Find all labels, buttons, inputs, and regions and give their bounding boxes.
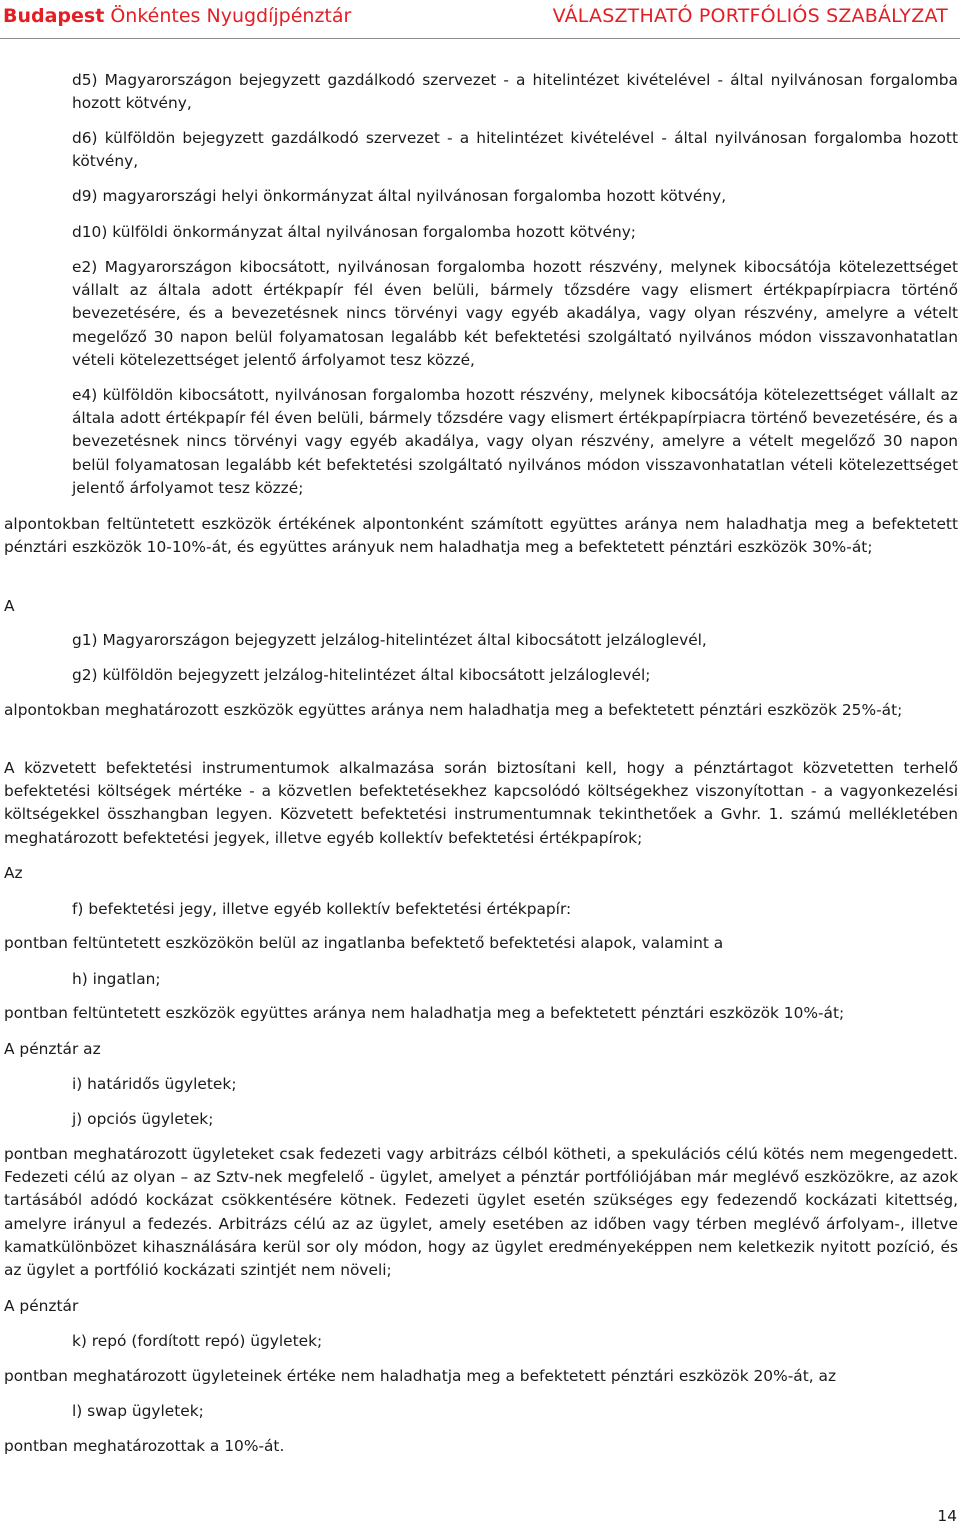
paragraph-real-estate-funds: pontban feltüntetett eszközökön belül az ingatlanba befektető befektetési alapok, valamint a: [4, 934, 724, 952]
paragraph-intro-k: A pénztár: [4, 1297, 79, 1315]
paragraph-limit-l: pontban meghatározottak a 10%-át.: [4, 1437, 285, 1455]
item-d6: d6) külföldön bejegyzett gazdálkodó szervezet - a hitelintézet kivételével - által nyilvánosan forgalomba hozott kötvény,: [72, 129, 958, 171]
document-title: VÁLASZTHATÓ PORTFÓLIÓS SZABÁLYZAT: [552, 5, 948, 27]
paragraph-limit-k: pontban meghatározott ügyleteinek értéke nem haladhatja meg a befektetett pénztári eszközök 20%-át, az: [4, 1367, 837, 1385]
item-k: k) repó (fordított repó) ügyletek;: [72, 1332, 323, 1350]
item-h: h) ingatlan;: [72, 970, 161, 988]
paragraph-limit-d-e: alpontokban feltüntetett eszközök értékének alpontonként számított együttes aránya nem haladhatja meg a befektetett pénztári eszközök 10-10%-át, és együttes arányuk nem haladhatja meg a befektetett pénztári eszközök 30%-át;: [4, 515, 958, 557]
organization-name: [3, 5, 351, 27]
paragraph-intro-ij: A pénztár az: [4, 1040, 101, 1058]
item-g1: g1) Magyarországon bejegyzett jelzálog-hitelintézet által kibocsátott jelzáloglevél,: [72, 631, 707, 649]
paragraph-intro-g: A: [4, 597, 15, 615]
paragraph-limit-g: alpontokban meghatározott eszközök együttes aránya nem haladhatja meg a befektetett pénztári eszközök 25%-át;: [4, 701, 903, 719]
paragraph-limit-h: pontban feltüntetett eszközök együttes aránya nem haladhatja meg a befektetett pénztári eszközök 10%-át;: [4, 1004, 845, 1022]
item-g2: g2) külföldön bejegyzett jelzálog-hitelintézet által kibocsátott jelzáloglevél;: [72, 666, 651, 684]
item-d10: d10) külföldi önkormányzat által nyilvánosan forgalomba hozott kötvény;: [72, 223, 636, 241]
item-e2: e2) Magyarországon kibocsátott, nyilvánosan forgalomba hozott részvény, melynek kibocsátója kötelezettséget vállalt az általa adott értékpapír fél éven belüli, bármely tőzsdére vagy elismert értékpapírpiacra történő bevezetésére, és a bevezetésnek nincs törvényi vagy egyéb akadálya, vagy olyan részvény, amelyre a vételt megelőző 30 napon belül folyamatosan legalább két befektetési szolgáltató nyilvános módon visszavonhatatlan vételi kötelezettséget jelentő árfolyamot tesz közzé,: [72, 258, 958, 369]
page-header: [0, 0, 960, 40]
organization-name-bold: Budapest: [3, 5, 105, 27]
header-divider: [0, 38, 960, 39]
organization-name-rest: Önkéntes Nyugdíjpénztár: [104, 5, 352, 27]
paragraph-indirect-instruments: A közvetett befektetési instrumentumok alkalmazása során biztosítani kell, hogy a pénztártagot közvetetten terhelő befektetési költségek mértéke - a közvetlen befektetésekhez kapcsolódó költségekhez viszonyítottan - a vagyonkezelési költségekkel összhangban legyen. Közvetett befektetési instrumentumnak tekinthetőek a Gvhr. 1. számú mellékletében meghatározott befektetési jegyek, illetve egyéb kollektív befektetési értékpapírok;: [4, 759, 958, 847]
item-l: l) swap ügyletek;: [72, 1402, 204, 1420]
item-e4: e4) külföldön kibocsátott, nyilvánosan forgalomba hozott részvény, melynek kibocsátója kötelezettséget vállalt az általa adott értékpapír fél éven belüli, bármely tőzsdére vagy elismert értékpapírpiacra történő bevezetésére, és a bevezetésnek nincs törvényi vagy egyéb akadálya, vagy olyan részvény, amelyre a vételt megelőző 30 napon belül folyamatosan legalább két befektetési szolgáltató nyilvános módon visszavonhatatlan vételi kötelezettséget jelentő árfolyamot tesz közzé;: [72, 386, 958, 497]
paragraph-intro-f: Az: [4, 864, 23, 882]
item-f: f) befektetési jegy, illetve egyéb kollektív befektetési értékpapír:: [72, 900, 572, 918]
item-j: j) opciós ügyletek;: [72, 1110, 214, 1128]
page-number: 14: [937, 1507, 957, 1525]
paragraph-hedging-arbitrage: pontban meghatározott ügyleteket csak fedezeti vagy arbitrázs célból kötheti, a spekulációs célú kötés nem megengedett. Fedezeti célú az olyan – az Sztv-nek megfelelő - ügylet, amelyet a pénztár portfóliójában már meglévő eszközökre, az azok tartásából adódó kockázat csökkentésére kötnek. Fedezeti ügylet esetén szükséges egy fedezendő kockázati kitettség, amelyre irányul a fedezés. Arbitrázs célú az az ügylet, amely esetében az időben vagy térben meglévő árfolyam-, illetve kamatkülönbözet kihasználására kerül sor oly módon, hogy az ügylet eredményeképpen nem keletkezik nyitott pozíció, és az ügylet a portfólió kockázati szintjét nem növeli;: [4, 1145, 958, 1280]
item-i: i) határidős ügyletek;: [72, 1075, 237, 1093]
item-d9: d9) magyarországi helyi önkormányzat által nyilvánosan forgalomba hozott kötvény,: [72, 187, 727, 205]
item-d5: d5) Magyarországon bejegyzett gazdálkodó szervezet - a hitelintézet kivételével - által nyilvánosan forgalomba hozott kötvény,: [72, 71, 958, 113]
